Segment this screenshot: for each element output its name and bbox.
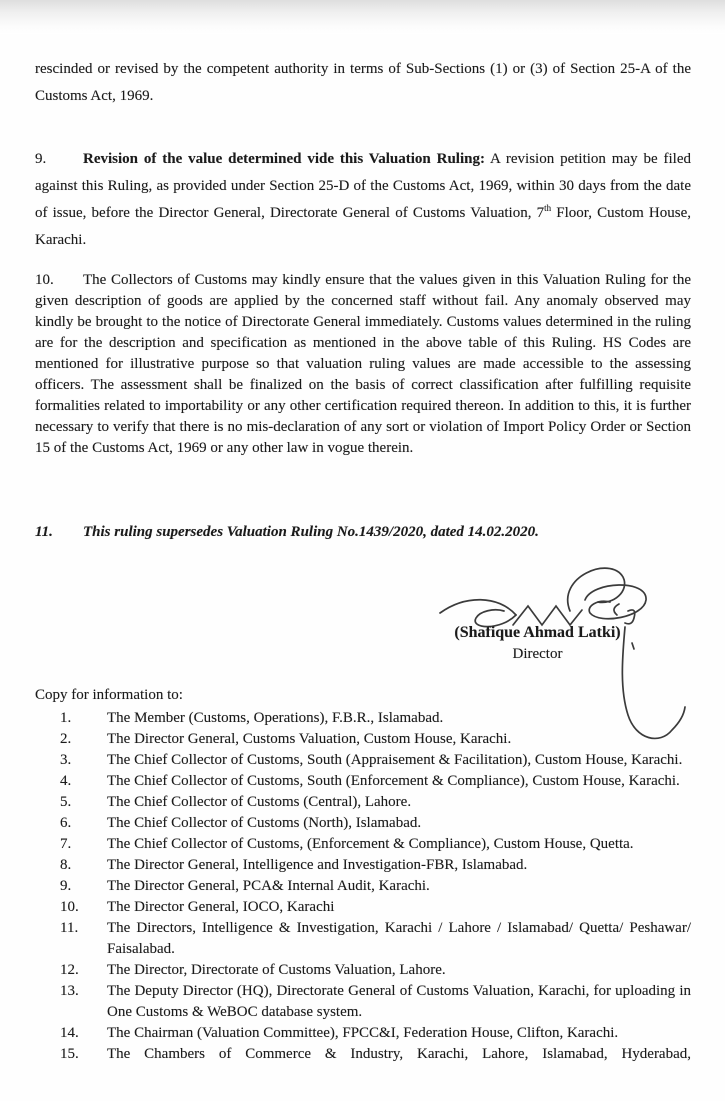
paragraph-11 xyxy=(35,519,691,546)
cc-item-text: The Director General, Customs Valuation, Custom House, Karachi. xyxy=(107,731,512,747)
signatory-name: (Shafique Ahmad Latki) xyxy=(454,624,621,641)
cc-item-number: 8. xyxy=(60,857,72,873)
cc-item-text: The Deputy Director (HQ), Directorate General of Customs Valuation, Karachi, for uploading in One Customs & WeBOC database system. xyxy=(107,983,691,1020)
cc-item xyxy=(35,876,691,897)
cc-item xyxy=(35,771,691,792)
cc-item-text: The Member (Customs, Operations), F.B.R., Islamabad. xyxy=(107,710,444,726)
cc-item-number: 10. xyxy=(60,899,79,915)
cc-item-text: The Director General, IOCO, Karachi xyxy=(107,899,335,915)
cc-item xyxy=(35,813,691,834)
paragraph-10-text: The Collectors of Customs may kindly ensure that the values given in this Valuation Ruling for the given description of goods are applied by the concerned staff without fail. Any anomaly observed may kindly be brought to the notice of Directorate General immediately. Customs values determined in the ruling are for the description and specification as mentioned in the above table of this Ruling. HS Codes are mentioned for illustrative purpose so that valuation ruling values are made accessible to the assessing officers. The assessment shall be finalized on the basis of correct classification after fulfilling requisite formalities related to importability or any other certification required thereon. In addition to this, it is further necessary to verify that there is no mis-declaration of any sort or violation of Import Policy Order or Section 15 of the Customs Act, 1969 or any other law in vogue therein. xyxy=(35,272,691,456)
scan-shading xyxy=(0,0,725,34)
cc-list xyxy=(35,708,691,1065)
ordinal-superscript: th xyxy=(544,203,552,213)
cc-item-number: 14. xyxy=(60,1025,79,1041)
paragraph-10-number: 10. xyxy=(35,272,54,288)
signatory-title: Director xyxy=(512,646,563,662)
cc-item-number: 13. xyxy=(60,983,79,999)
cc-item-text: The Chief Collector of Customs (North), Islamabad. xyxy=(107,815,422,831)
intro-paragraph: rescinded or revised by the competent authority in terms of Sub-Sections (1) or (3) of Section 25-A of the Customs Act, 1969. xyxy=(35,61,691,104)
cc-item-text: The Director, Directorate of Customs Valuation, Lahore. xyxy=(107,962,446,978)
cc-item-number: 15. xyxy=(60,1046,79,1062)
cc-item-text: The Chief Collector of Customs, South (Enforcement & Compliance), Custom House, Karachi. xyxy=(107,773,680,789)
cc-item-text: The Chief Collector of Customs (Central), Lahore. xyxy=(107,794,412,810)
cc-item xyxy=(35,855,691,876)
cc-heading: Copy for information to: xyxy=(35,687,183,703)
cc-item-number: 12. xyxy=(60,962,79,978)
paragraph-11-number: 11. xyxy=(35,524,53,540)
cc-item xyxy=(35,1044,691,1065)
paragraph-11-text: This ruling supersedes Valuation Ruling No.1439/2020, dated 14.02.2020. xyxy=(83,524,539,540)
cc-item-text: The Chief Collector of Customs, South (Appraisement & Facilitation), Custom House, Karachi. xyxy=(107,752,683,768)
cc-item-number: 11. xyxy=(60,920,79,936)
cc-item-text: The Chambers of Commerce & Industry, Karachi, Lahore, Islamabad, Hyderabad, xyxy=(107,1046,691,1062)
cc-item-text: The Director General, Intelligence and Investigation-FBR, Islamabad. xyxy=(107,857,528,873)
cc-item xyxy=(35,897,691,918)
cc-item xyxy=(35,1023,691,1044)
cc-item-number: 7. xyxy=(60,836,72,852)
cc-item xyxy=(35,981,691,1023)
paragraph-9-bold-lead: Revision of the value determined vide this Valuation Ruling: xyxy=(83,151,485,167)
cc-item xyxy=(35,750,691,771)
cc-item xyxy=(35,834,691,855)
paragraph-9 xyxy=(35,146,691,254)
cc-item xyxy=(35,729,691,750)
cc-item-text: The Chairman (Valuation Committee), FPCC&I, Federation House, Clifton, Karachi. xyxy=(107,1025,619,1041)
cc-item-number: 5. xyxy=(60,794,72,810)
cc-item xyxy=(35,960,691,981)
paragraph-9-text-end: Floor, Custom House, Karachi. xyxy=(35,205,691,248)
cc-item-text: The Chief Collector of Customs, (Enforcement & Compliance), Custom House, Quetta. xyxy=(107,836,634,852)
cc-item-text: The Director General, PCA& Internal Audit, Karachi. xyxy=(107,878,430,894)
cc-item-text: The Directors, Intelligence & Investigation, Karachi / Lahore / Islamabad/ Quetta/ Peshawar/ Faisalabad. xyxy=(107,920,691,957)
cc-item-number: 6. xyxy=(60,815,72,831)
paragraph-9-text: A revision petition may be filed against this Ruling, as provided under Section 25-D of the Customs Act, 1969, within 30 days from the date of issue, before the Director General, Directorate General of Customs Valuation, 7 xyxy=(35,151,691,221)
cc-item xyxy=(35,792,691,813)
cc-item-number: 1. xyxy=(60,710,72,726)
paragraph-10 xyxy=(35,270,691,459)
cc-item xyxy=(35,708,691,729)
cc-item-number: 9. xyxy=(60,878,72,894)
cc-item-number: 4. xyxy=(60,773,72,789)
cc-item-number: 2. xyxy=(60,731,72,747)
cc-item-number: 3. xyxy=(60,752,72,768)
paragraph-9-number: 9. xyxy=(35,151,47,167)
cc-item xyxy=(35,918,691,960)
